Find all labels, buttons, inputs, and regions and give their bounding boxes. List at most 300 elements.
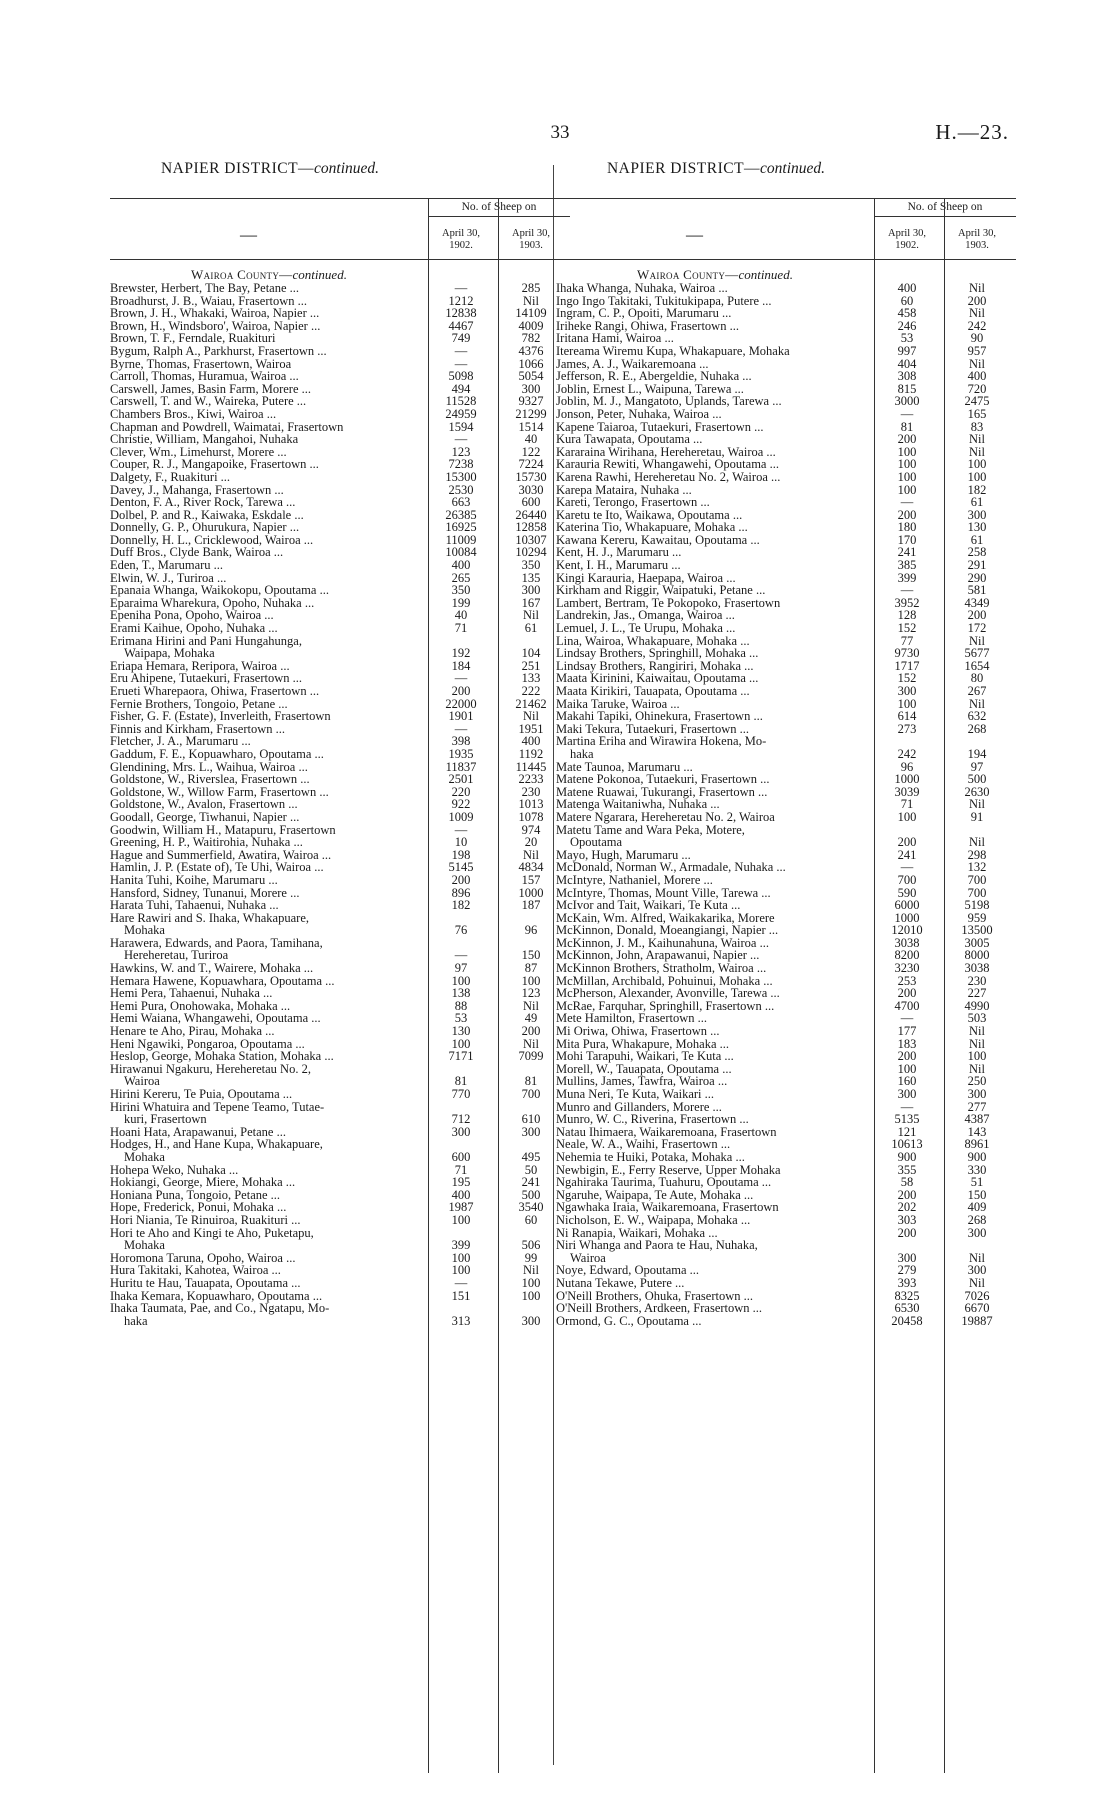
sheep-count-1903: 291 <box>967 558 987 573</box>
sheep-count-1903: 12858 <box>515 520 547 535</box>
owner-name: Kingi Karauria, Haepapa, Wairoa ... <box>556 570 736 585</box>
sheep-count-1903: 2630 <box>964 784 990 799</box>
sheep-count-1902: 88 <box>454 998 468 1013</box>
sheep-count-1903: 61 <box>970 495 984 510</box>
sheep-count-1903: 900 <box>967 1149 987 1164</box>
sheep-count-1902: 815 <box>897 381 917 396</box>
owner-name: Ihaka Taumata, Pae, and Co., Ngatapu, Mo- <box>110 1301 330 1316</box>
sheep-count-1903: 285 <box>521 281 541 295</box>
sheep-count-1903: 100 <box>967 1049 987 1064</box>
sheep-count-1902: 3039 <box>894 784 920 799</box>
owner-name: McRae, Farquhar, Springhill, Frasertown ... <box>556 998 775 1013</box>
column-title-main: NAPIER DISTRICT— <box>160 160 315 177</box>
sheep-count-1903: 167 <box>521 595 541 610</box>
sheep-count-1902: 399 <box>451 1238 471 1253</box>
owner-name: Lindsay Brothers, Springhill, Mohaka ... <box>556 646 759 661</box>
sheep-count-1903: 90 <box>970 331 984 346</box>
owner-name-continuation: Wairoa <box>570 1250 606 1265</box>
sheep-count-1903: 300 <box>521 1124 541 1139</box>
sheep-count-1903: 4834 <box>518 860 544 875</box>
sheep-count-1902: 355 <box>897 1162 917 1177</box>
sheep-count-1903: 8961 <box>964 1137 990 1152</box>
table-row <box>556 1315 1016 1328</box>
sheep-count-1902: 20458 <box>891 1313 923 1328</box>
owner-name: Hemi Waiana, Whangawehi, Opoutama ... <box>110 1011 321 1026</box>
sheep-count-1902: 11009 <box>445 532 477 547</box>
owner-name: Karauria Rewiti, Whangawehi, Opoutama ... <box>556 457 779 472</box>
sheep-count-1903: 4009 <box>518 318 544 333</box>
sheep-count-1902: 7171 <box>448 1049 474 1064</box>
owner-name: Chambers Bros., Kiwi, Wairoa ... <box>110 406 277 421</box>
sheep-count-1903: Nil <box>523 608 539 623</box>
sheep-count-1902: — <box>900 583 914 598</box>
sheep-count-1902: 220 <box>451 784 471 799</box>
sheep-count-1902: 100 <box>897 469 917 484</box>
owner-name: Morell, W., Tauapata, Opoutama ... <box>556 1061 732 1076</box>
owner-name: Hodges, H., and Hane Kupa, Whakapuare, <box>110 1137 323 1152</box>
sheep-count-1903: 3540 <box>518 1200 544 1215</box>
sheep-count-1903: 298 <box>967 847 987 862</box>
sheep-count-1903: 165 <box>967 406 987 421</box>
sheep-count-1902: 308 <box>897 369 917 384</box>
owner-entry <box>556 1315 868 1328</box>
owner-name: McKinnon, John, Arapawanui, Napier ... <box>556 948 760 963</box>
sheep-count-1902: 16925 <box>445 520 477 535</box>
owner-name: Joblin, Ernest L., Waipuna, Tarewa ... <box>556 381 744 396</box>
owner-name: Horomona Taruna, Opoho, Wairoa ... <box>110 1250 296 1265</box>
sheep-count-1902: 177 <box>897 1024 917 1039</box>
sheep-count-1903: 506 <box>521 1238 541 1253</box>
sheep-count-1903: 503 <box>967 1011 987 1026</box>
sheep-count-1902: 152 <box>897 671 917 686</box>
owner-name: Ngahiraka Taurima, Tuahuru, Opoutama ... <box>556 1175 772 1190</box>
sheep-count-1902: 896 <box>451 885 471 900</box>
sheep-count-1902: 300 <box>451 1124 471 1139</box>
owner-name: Ni Ranapia, Waikari, Mohaka ... <box>556 1225 718 1240</box>
sheep-count-1902: 3000 <box>894 394 920 409</box>
owner-name: Donnelly, H. L., Cricklewood, Wairoa ... <box>110 532 314 547</box>
sheep-count-1902: — <box>900 406 914 421</box>
owner-name: Erueti Wharepaora, Ohiwa, Frasertown ... <box>110 684 320 698</box>
sheep-count-1903: 20 <box>524 835 538 850</box>
sheep-count-1902: 246 <box>897 318 917 333</box>
sheep-count-1903: 300 <box>967 1087 987 1101</box>
owner-name: Donnelly, G. P., Ohurukura, Napier ... <box>110 520 300 535</box>
sheep-count-1902: 40 <box>454 608 468 623</box>
owner-name: McIntyre, Nathaniel, Morere ... <box>556 872 713 887</box>
sheep-count-1902: 100 <box>897 696 917 711</box>
year-1903-header <box>944 228 1010 252</box>
sheep-count-1903: Nil <box>523 293 539 308</box>
owner-name: Heslop, George, Mohaka Station, Mohaka ... <box>110 1049 334 1064</box>
column-title-italic: continued. <box>314 160 380 177</box>
sheep-count-1902: 71 <box>900 797 914 812</box>
sheep-count-1902: 200 <box>897 986 917 1001</box>
sheep-count-1903: 1654 <box>964 658 990 673</box>
sheep-count-1903: Nil <box>969 1024 985 1039</box>
column-title-italic: continued. <box>760 160 826 177</box>
sheep-count-1902: 195 <box>451 1175 471 1190</box>
sheep-count-1903: 143 <box>967 1124 987 1139</box>
sheep-count-1902: 200 <box>897 835 917 850</box>
sheep-count-1903: 87 <box>524 961 538 976</box>
sheep-count-1902: 11837 <box>445 759 477 774</box>
owner-name: Martina Eriha and Wirawira Hokena, Mo- <box>556 734 767 749</box>
owner-name-continuation: Mohaka <box>124 1238 165 1253</box>
owner-name: Maata Kirinini, Kaiwaitau, Opoutama ... <box>556 671 759 686</box>
owner-name: Goldstone, W., Avalon, Frasertown ... <box>110 797 298 812</box>
sheep-count-1902: 200 <box>897 1049 917 1064</box>
owner-name: Broadhurst, J. B., Waiau, Frasertown ... <box>110 293 308 308</box>
sheep-count-1902: 199 <box>451 595 471 610</box>
owner-name: Mi Oriwa, Ohiwa, Frasertown ... <box>556 1024 720 1039</box>
sheep-count-1903: Nil <box>969 281 985 295</box>
sheep-count-1902: 100 <box>451 973 471 988</box>
owner-name: Gaddum, F. E., Kopuawharo, Opoutama ... <box>110 746 324 761</box>
sheep-count-1902: 12010 <box>891 923 923 938</box>
sheep-count-1903: 2233 <box>518 772 544 787</box>
year-1903-line1: April 30, <box>512 228 550 239</box>
owner-name: Hohepa Weko, Nuhaka ... <box>110 1162 239 1177</box>
year-1902-header <box>874 228 940 252</box>
owner-name: Goldstone, W., Riverslea, Frasertown ... <box>110 772 310 787</box>
owner-name: Mayo, Hugh, Marumaru ... <box>556 847 691 862</box>
sheep-count-1902: 202 <box>897 1200 917 1215</box>
owner-name: Denton, F. A., River Rock, Tarewa ... <box>110 495 296 510</box>
sheep-count-1902: 200 <box>897 1225 917 1240</box>
owner-name: McDonald, Norman W., Armadale, Nuhaka ... <box>556 860 786 875</box>
table-row <box>110 1227 570 1252</box>
owner-name: Erami Kaihue, Opoho, Nuhaka ... <box>110 621 278 636</box>
sheep-count-1902: — <box>900 495 914 510</box>
owner-name: Karena Rawhi, Hereheretau No. 2, Wairoa ... <box>556 469 781 484</box>
sheep-count-1902: 300 <box>897 684 917 698</box>
owner-name: Hura Takitaki, Kahotea, Wairoa ... <box>110 1263 281 1278</box>
sheep-count-1903: 104 <box>521 646 541 661</box>
owner-name: Hanita Tuhi, Koihe, Marumaru ... <box>110 872 278 887</box>
year-1903-line2: 1903. <box>965 240 989 251</box>
owner-name: Matene Ruawai, Tukurangi, Frasertown ... <box>556 784 768 799</box>
sheep-count-1902: 242 <box>897 746 917 761</box>
sheep-count-1902: 192 <box>451 646 471 661</box>
sheep-count-1902: 300 <box>897 1250 917 1265</box>
owner-name: Fisher, G. F. (Estate), Inverleith, Frasertown <box>110 709 331 724</box>
sheep-count-1902: 1935 <box>448 746 474 761</box>
owner-name: Neale, W. A., Waihi, Frasertown ... <box>556 1137 731 1152</box>
sheep-count-1903: 150 <box>967 1187 987 1202</box>
table-row <box>110 635 570 660</box>
sheep-count-1902: — <box>900 860 914 875</box>
sheep-count-1903: 600 <box>521 495 541 510</box>
sheep-count-1902: — <box>900 1099 914 1114</box>
sheep-count-1902: 121 <box>897 1124 917 1139</box>
owner-name: Harata Tuhi, Tahaenui, Nuhaka ... <box>110 898 279 913</box>
sheep-count-1902: 393 <box>897 1275 917 1290</box>
owner-name: Hague and Summerfield, Awatira, Wairoa ... <box>110 847 332 862</box>
sheep-count-1902: 900 <box>897 1149 917 1164</box>
sheep-count-1903: 14109 <box>515 306 547 321</box>
owner-name: Iriheke Rangi, Ohiwa, Frasertown ... <box>556 318 739 333</box>
sheep-count-1902: 53 <box>900 331 914 346</box>
sheep-count-1902: 1901 <box>448 709 474 724</box>
name-column-header: — <box>686 225 703 244</box>
sheep-count-1902: 241 <box>897 847 917 862</box>
owner-name: Hawkins, W. and T., Wairere, Mohaka ... <box>110 961 314 976</box>
sheep-count-1902: 241 <box>897 545 917 560</box>
sheep-count-1903: 26440 <box>515 507 547 522</box>
column-title <box>556 160 876 178</box>
sheep-count-1902: 160 <box>897 1074 917 1089</box>
sheep-count-1902: — <box>454 1275 468 1290</box>
owner-entry <box>110 1302 422 1327</box>
sheep-count-1902: 2530 <box>448 482 474 497</box>
sheep-count-1902: 200 <box>897 507 917 522</box>
sheep-count-1902: 12838 <box>445 306 477 321</box>
sheep-count-1902: 600 <box>451 1149 471 1164</box>
owner-name: McKinnon, J. M., Kaihunahuna, Wairoa ... <box>556 935 769 950</box>
sheep-count-1903: 3005 <box>964 935 990 950</box>
sheep-count-1903: 21299 <box>515 406 547 421</box>
sheep-count-1903: 100 <box>967 469 987 484</box>
name-column-header: — <box>240 225 257 244</box>
sheep-count-1903: 5677 <box>964 646 990 661</box>
owner-name: Mate Taunoa, Marumaru ... <box>556 759 693 774</box>
owner-name: Lemuel, J. L., Te Urupu, Mohaka ... <box>556 621 736 636</box>
owner-name-continuation: haka <box>570 746 594 761</box>
owner-name: Kirkham and Riggir, Waipatuki, Petane ... <box>556 583 766 598</box>
sheep-count-1902: 1000 <box>894 772 920 787</box>
sheep-count-1902: 4467 <box>448 318 474 333</box>
owner-name: Carswell, T. and W., Waireka, Putere ... <box>110 394 307 409</box>
owner-name: Goldstone, W., Willow Farm, Frasertown ... <box>110 784 329 799</box>
sheep-count-1903: 782 <box>521 331 541 346</box>
owner-name: Eparaima Wharekura, Opoho, Nuhaka ... <box>110 595 315 610</box>
sheep-count-1902: 123 <box>451 444 471 459</box>
owner-name: Goodwin, William H., Matapuru, Frasertown <box>110 822 336 837</box>
table-row <box>110 1302 570 1327</box>
sheep-count-1903: 10307 <box>515 532 547 547</box>
owner-name: Hoani Hata, Arapawanui, Petane ... <box>110 1124 286 1139</box>
sheep-count-1903: 99 <box>524 1250 538 1265</box>
sheep-count-1902: 404 <box>897 356 917 371</box>
sheep-count-1903: 400 <box>967 369 987 384</box>
sheep-count-1902: 100 <box>451 1263 471 1278</box>
owner-name: Matetu Tame and Wara Peka, Motere, <box>556 822 745 837</box>
sheep-count-1903: 200 <box>967 608 987 623</box>
county-continued: continued. <box>738 267 793 282</box>
sheep-count-1903: 91 <box>970 809 984 824</box>
sheep-count-1902: 71 <box>454 621 468 636</box>
sheep-count-1903: 290 <box>967 570 987 585</box>
owner-name: Iritana Hami, Wairoa ... <box>556 331 674 346</box>
owner-name: Eriapa Hemara, Reripora, Wairoa ... <box>110 658 290 673</box>
sheep-count-1903: 7224 <box>518 457 544 472</box>
column-title-main: NAPIER DISTRICT— <box>606 160 761 177</box>
county-name: Wairoa County— <box>191 267 293 282</box>
sheep-count-1902: 60 <box>900 293 914 308</box>
sheep-count-1903: 4990 <box>964 998 990 1013</box>
sheep-count-1903: 250 <box>967 1074 987 1089</box>
owner-name: Katerina Tio, Whakapuare, Mohaka ... <box>556 520 748 535</box>
sheep-count-1903: Nil <box>969 696 985 711</box>
sheep-count-header: No. of Sheep on <box>428 201 570 217</box>
sheep-count-1903: 1951 <box>518 721 544 736</box>
sheep-count-1902: 399 <box>897 570 917 585</box>
sheep-count-1902: 663 <box>451 495 471 510</box>
sheep-count-1902: 770 <box>451 1087 471 1101</box>
sheep-count-1902: 7238 <box>448 457 474 472</box>
owner-name: Harawera, Edwards, and Paora, Tamihana, <box>110 935 323 950</box>
sheep-count-1903: 300 <box>967 1263 987 1278</box>
sheep-count-1903: Nil <box>969 1061 985 1076</box>
owner-name: Erimana Hirini and Pani Hungahunga, <box>110 633 302 648</box>
sheep-count-1903: Nil <box>969 306 985 321</box>
table-top-rule <box>110 198 570 199</box>
owner-name: Christie, William, Mangahoi, Nuhaka <box>110 432 299 447</box>
owner-name: Kapene Taiaroa, Tutaekuri, Frasertown ... <box>556 419 764 434</box>
sheep-count-1903: Nil <box>523 709 539 724</box>
sheep-count-1903: 83 <box>970 419 984 434</box>
sheep-count-1902: 398 <box>451 734 471 749</box>
owner-name: Couper, R. J., Mangapoike, Frasertown ... <box>110 457 319 472</box>
owner-name: Ngaruhe, Waipapa, Te Aute, Mohaka ... <box>556 1187 754 1202</box>
sheep-count-1902: 184 <box>451 658 471 673</box>
sheep-count-1902: 9730 <box>894 646 920 661</box>
owner-name: Huritu te Hau, Tauapata, Opoutama ... <box>110 1275 301 1290</box>
owner-name: James, A. J., Waikaremoana ... <box>556 356 709 371</box>
owner-name: Landrekin, Jas., Omanga, Wairoa ... <box>556 608 735 623</box>
sheep-count-1902: 53 <box>454 1011 468 1026</box>
table-row <box>110 1138 570 1163</box>
sheep-count-1902: 253 <box>897 973 917 988</box>
owner-name: McKinnon Brothers, Stratholm, Wairoa ... <box>556 961 767 976</box>
sheep-count-1902: 712 <box>451 1112 471 1127</box>
table-row <box>556 735 1016 760</box>
table-row <box>110 1101 570 1126</box>
sheep-count-1903: 241 <box>521 1175 541 1190</box>
sheep-count-1902: 26385 <box>445 507 477 522</box>
owner-name: McKinnon, Donald, Moeangiangi, Napier ... <box>556 923 779 938</box>
owner-name: Goodall, George, Tiwhanui, Napier ... <box>110 809 300 824</box>
sheep-count-1903: 13500 <box>961 923 993 938</box>
sheep-count-1902: — <box>454 432 468 447</box>
page-number: 33 <box>550 122 570 143</box>
owner-name-continuation: Hereheretau, Turiroa <box>124 948 229 963</box>
right-column <box>556 158 1016 1778</box>
sheep-count-1902: 922 <box>451 797 471 812</box>
sheep-count-1903: 200 <box>967 293 987 308</box>
sheep-count-1902: 200 <box>451 684 471 698</box>
sheep-count-1902: 303 <box>897 1212 917 1227</box>
owner-name: Matere Ngarara, Hereheretau No. 2, Wairoa <box>556 809 775 824</box>
sheep-count-1903: 610 <box>521 1112 541 1127</box>
sheep-count-1902: — <box>454 721 468 736</box>
sheep-count-1903: 959 <box>967 910 987 925</box>
sheep-count-1903: 19887 <box>961 1313 993 1328</box>
sheep-count-1902: 1000 <box>894 910 920 925</box>
sheep-count-1903: 150 <box>521 948 541 963</box>
sheep-count-1902: 182 <box>451 898 471 913</box>
sheep-count-1903: 720 <box>967 381 987 396</box>
sheep-count-1903: 277 <box>967 1099 987 1114</box>
sheep-count-1903: 200 <box>521 1024 541 1039</box>
sheep-count-1903: Nil <box>969 633 985 648</box>
sheep-count-1903: 230 <box>521 784 541 799</box>
owner-name: Glendining, Mrs. L., Waihua, Wairoa ... <box>110 759 308 774</box>
owner-entry <box>110 912 422 937</box>
owner-name: Brown, T. F., Ferndale, Ruakituri <box>110 331 276 346</box>
owner-name: Hamlin, J. P. (Estate of), Te Uhi, Wairoa ... <box>110 860 324 875</box>
owner-entry <box>110 1101 422 1126</box>
sheep-count-1902: 8325 <box>894 1288 920 1303</box>
sheep-count-1903: 227 <box>967 986 987 1001</box>
sheep-count-1902: 385 <box>897 558 917 573</box>
sheep-count-1903: 409 <box>967 1200 987 1215</box>
owner-name: Dalgety, F., Ruakituri ... <box>110 469 231 484</box>
owner-name: Kawana Kereru, Kawaitau, Opoutama ... <box>556 532 760 547</box>
owner-entry <box>110 1063 422 1088</box>
county-continued: continued. <box>292 267 347 282</box>
owner-entry <box>110 635 422 660</box>
sheep-count-1902: — <box>454 356 468 371</box>
owner-name: Maata Kirikiri, Tauapata, Opoutama ... <box>556 684 750 698</box>
owner-name: Nehemia te Huiki, Potaka, Mohaka ... <box>556 1149 745 1164</box>
sheep-count-1903: 49 <box>524 1011 538 1026</box>
sheep-count-1903: 60 <box>524 1212 538 1227</box>
sheep-count-1902: 8200 <box>894 948 920 963</box>
owner-name: Hemi Pera, Tahaenui, Nuhaka ... <box>110 986 273 1001</box>
sheep-count-1903: 61 <box>970 532 984 547</box>
sheep-count-1902: 2501 <box>448 772 474 787</box>
owner-name: Honiana Puna, Tongoio, Petane ... <box>110 1187 281 1202</box>
sheep-count-1902: 128 <box>897 608 917 623</box>
owner-name: Duff Bros., Clyde Bank, Wairoa ... <box>110 545 284 560</box>
sheep-count-1903: 100 <box>967 457 987 472</box>
sheep-count-1903: 267 <box>967 684 987 698</box>
owner-name: Hokiangi, George, Miere, Mohaka ... <box>110 1175 296 1190</box>
sheep-count-1903: 3030 <box>518 482 544 497</box>
sheep-count-1902: 273 <box>897 721 917 736</box>
sheep-count-1902: 614 <box>897 709 917 724</box>
sheep-count-1902: 1987 <box>448 1200 474 1215</box>
sheep-count-1902: 10084 <box>445 545 477 560</box>
sheep-count-1903: 581 <box>967 583 987 598</box>
owner-name: Ingo Ingo Takitaki, Tukitukipapa, Putere ... <box>556 293 772 308</box>
sheep-count-1902: 100 <box>451 1250 471 1265</box>
owner-name: Munro and Gillanders, Morere ... <box>556 1099 722 1114</box>
sheep-count-1903: 51 <box>970 1175 984 1190</box>
sheep-count-1902: 100 <box>451 1212 471 1227</box>
sheep-count-1902: 10613 <box>891 1137 923 1152</box>
column-title <box>110 160 430 178</box>
owner-name-continuation: Waipapa, Mohaka <box>124 646 215 661</box>
owner-name: Jefferson, R. E., Abergeldie, Nuhaka ... <box>556 369 752 384</box>
sheep-count-header: No. of Sheep on <box>874 201 1016 217</box>
owner-name: McKain, Wm. Alfred, Waikakarika, Morere <box>556 910 775 925</box>
owner-name: Hemara Hawene, Kopuawhara, Opoutama ... <box>110 973 335 988</box>
owner-name: Clever, Wm., Limehurst, Morere ... <box>110 444 287 459</box>
sheep-count-1902: 3038 <box>894 935 920 950</box>
owner-name: Itereama Wiremu Kupa, Whakapuare, Mohaka <box>556 343 790 358</box>
sheep-count-1902: 200 <box>897 1187 917 1202</box>
owner-name: Epeniha Pona, Opoho, Wairoa ... <box>110 608 274 623</box>
sheep-count-1903: 495 <box>521 1149 541 1164</box>
owner-name: Carroll, Thomas, Huramua, Wairoa ... <box>110 369 299 384</box>
sheep-count-1903: 974 <box>521 822 541 837</box>
sheep-count-1903: 135 <box>521 570 541 585</box>
sheep-count-1903: Nil <box>969 835 985 850</box>
sheep-count-1903: 7026 <box>964 1288 990 1303</box>
